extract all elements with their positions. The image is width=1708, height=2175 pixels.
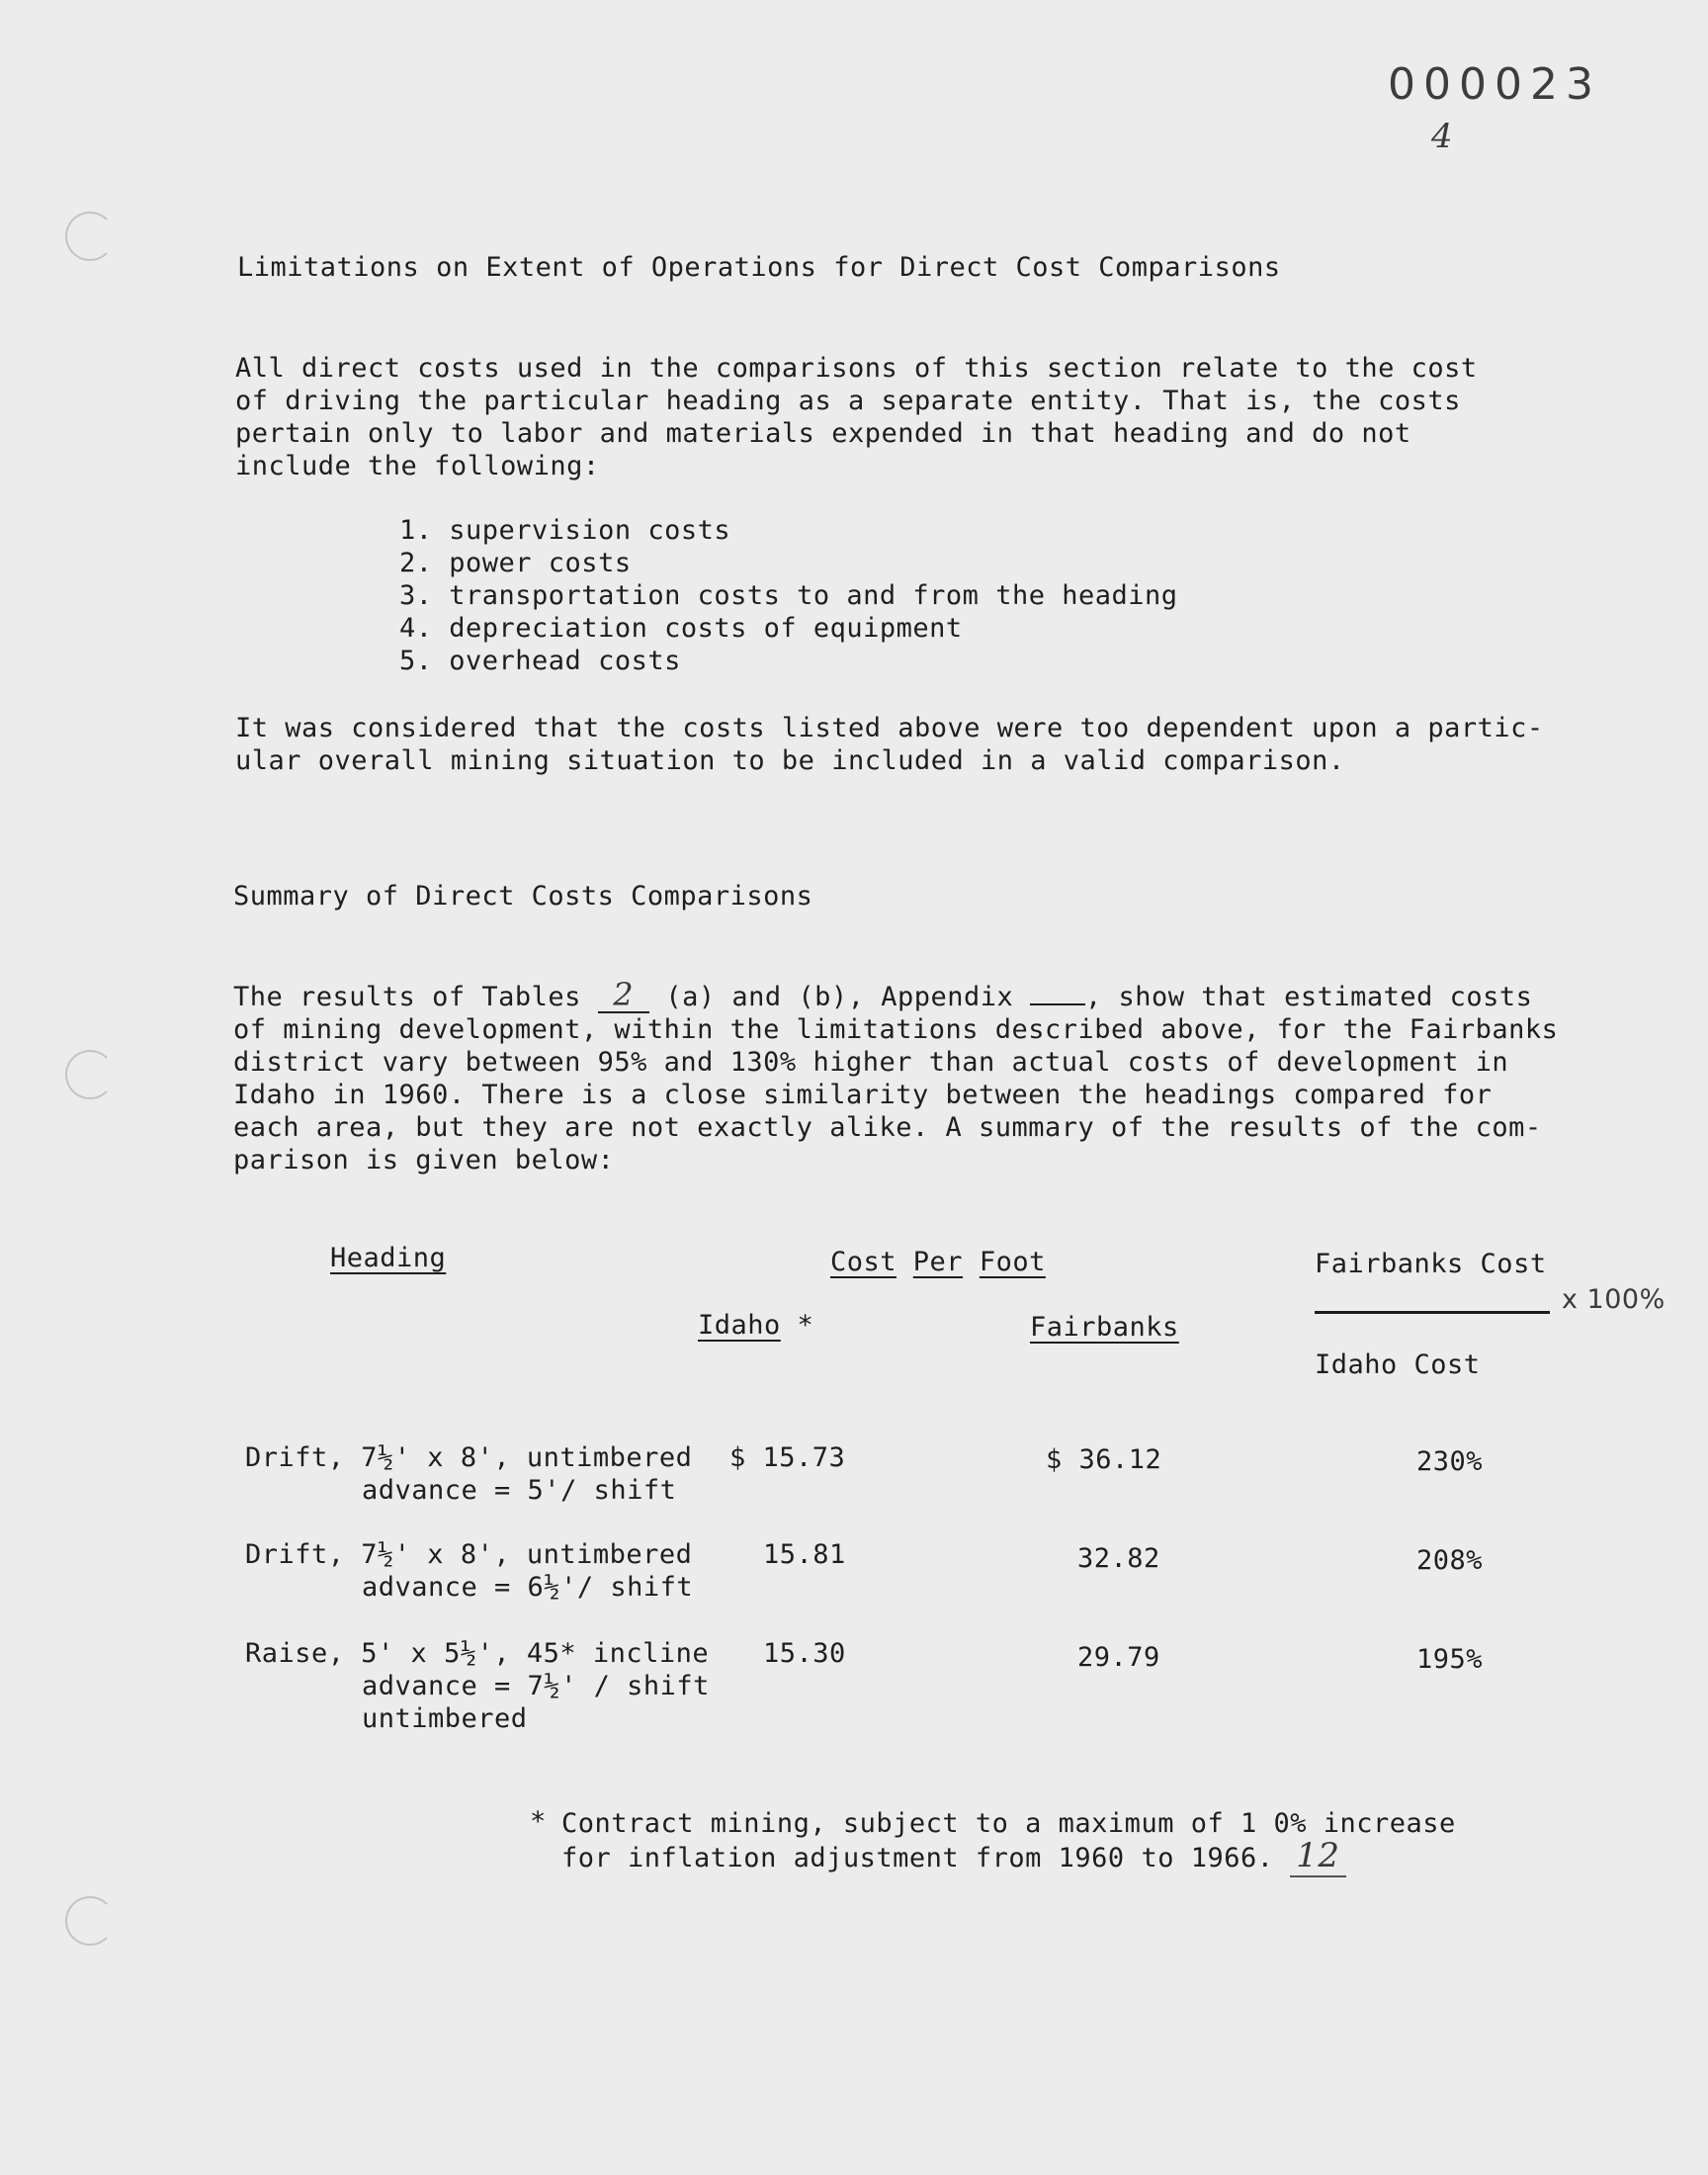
paragraph-line: parison is given below: [233, 1145, 615, 1175]
ratio-denominator: Idaho Cost [1315, 1349, 1481, 1380]
excluded-costs-list [399, 514, 1178, 677]
handwritten-note: 12 [1290, 1836, 1345, 1877]
appendix-blank [1030, 1003, 1085, 1005]
text-fragment: , show that estimated costs [1085, 982, 1533, 1012]
header-word: Cost [830, 1247, 897, 1277]
heading-line: Drift, 7½' x 8', untimbered [245, 1539, 693, 1570]
paragraph-line: include the following: [235, 451, 600, 481]
paragraph-line [233, 976, 1558, 1013]
paragraph-line: each area, but they are not exactly alike. A summary of the results of the com- [233, 1112, 1542, 1143]
list-item: 1. supervision costs [399, 515, 731, 546]
ratio-numerator: Fairbanks Cost [1315, 1249, 1547, 1279]
fairbanks-cost-cell: 32.82 [1077, 1543, 1160, 1574]
table-row [245, 1538, 693, 1604]
fraction-bar [1315, 1311, 1550, 1314]
paragraph-line: of mining development, within the limitations described above, for the Fairbanks [233, 1014, 1559, 1045]
summary-paragraph [233, 976, 1559, 1176]
punch-hole [65, 1896, 115, 1946]
section-title-limitations: Limitations on Extent of Operations for Direct Cost Comparisons [237, 252, 1281, 283]
list-item: 2. power costs [399, 548, 632, 578]
limitations-intro [235, 352, 1478, 482]
table-ref-handwritten: 2 [598, 979, 649, 1013]
text-fragment: (a) and (b), Appendix [648, 982, 1030, 1012]
list-item: 4. depreciation costs of equipment [399, 613, 963, 644]
document-number: 000023 [1388, 59, 1601, 110]
idaho-cost-cell: $ 15.73 [729, 1442, 846, 1473]
footnote-marker: * [530, 1806, 547, 1837]
heading-line: Drift, 7½' x 8', untimbered [245, 1442, 693, 1473]
paragraph-line: All direct costs used in the comparisons of this section relate to the cost [235, 353, 1478, 384]
text-fragment: The results of Tables [233, 982, 598, 1012]
punch-hole [65, 1050, 115, 1099]
ratio-cell: 195% [1415, 1644, 1483, 1675]
punch-hole [65, 212, 115, 261]
page-number: 4 [1431, 117, 1453, 156]
column-header-heading: Heading [330, 1243, 447, 1273]
paragraph-line: of driving the particular heading as a separate entity. That is, the costs [235, 386, 1461, 416]
footnote-line [561, 1836, 1456, 1875]
ratio-cell: 230% [1415, 1446, 1483, 1477]
list-item: 5. overhead costs [399, 646, 681, 676]
limitations-conclusion [235, 712, 1544, 777]
paragraph-line: pertain only to labor and materials expended in that heading and do not [235, 418, 1411, 449]
section-title-summary: Summary of Direct Costs Comparisons [233, 881, 813, 912]
heading-line: advance = 6½'/ shift [362, 1572, 694, 1603]
header-word: Per [912, 1247, 964, 1277]
footnote-line: Contract mining, subject to a maximum of 1 0% increase [561, 1808, 1456, 1839]
header-label: Idaho [698, 1310, 781, 1341]
paragraph-line: Idaho in 1960. There is a close similarity between the headings compared for [233, 1080, 1493, 1110]
fairbanks-cost-cell: $ 36.12 [1046, 1444, 1162, 1475]
ratio-multiplier: x 100% [1562, 1284, 1665, 1315]
footnote [561, 1807, 1456, 1874]
idaho-cost-cell: 15.81 [763, 1539, 846, 1570]
column-header-cost-per-foot [830, 1246, 1046, 1278]
table-row [245, 1441, 692, 1507]
heading-line: untimbered [362, 1703, 528, 1734]
column-header-idaho [698, 1309, 813, 1342]
text-fragment: for inflation adjustment from 1960 to 1966. [561, 1843, 1274, 1873]
header-word: Foot [979, 1247, 1046, 1277]
heading-line: advance = 5'/ shift [362, 1475, 677, 1506]
footnote-marker: * [797, 1310, 814, 1341]
ratio-cell: 208% [1415, 1545, 1483, 1576]
heading-line: advance = 7½' / shift [362, 1671, 710, 1701]
table-row [245, 1637, 710, 1735]
idaho-cost-cell: 15.30 [763, 1638, 846, 1669]
paragraph-line: It was considered that the costs listed above were too dependent upon a partic- [235, 713, 1544, 743]
paragraph-line: ular overall mining situation to be included in a valid comparison. [235, 745, 1345, 776]
column-header-fairbanks: Fairbanks [1030, 1312, 1179, 1343]
paragraph-line: district vary between 95% and 130% higher than actual costs of development in [233, 1047, 1509, 1078]
list-item: 3. transportation costs to and from the heading [399, 580, 1178, 611]
fairbanks-cost-cell: 29.79 [1077, 1642, 1160, 1673]
heading-line: Raise, 5' x 5½', 45* incline [245, 1638, 710, 1669]
